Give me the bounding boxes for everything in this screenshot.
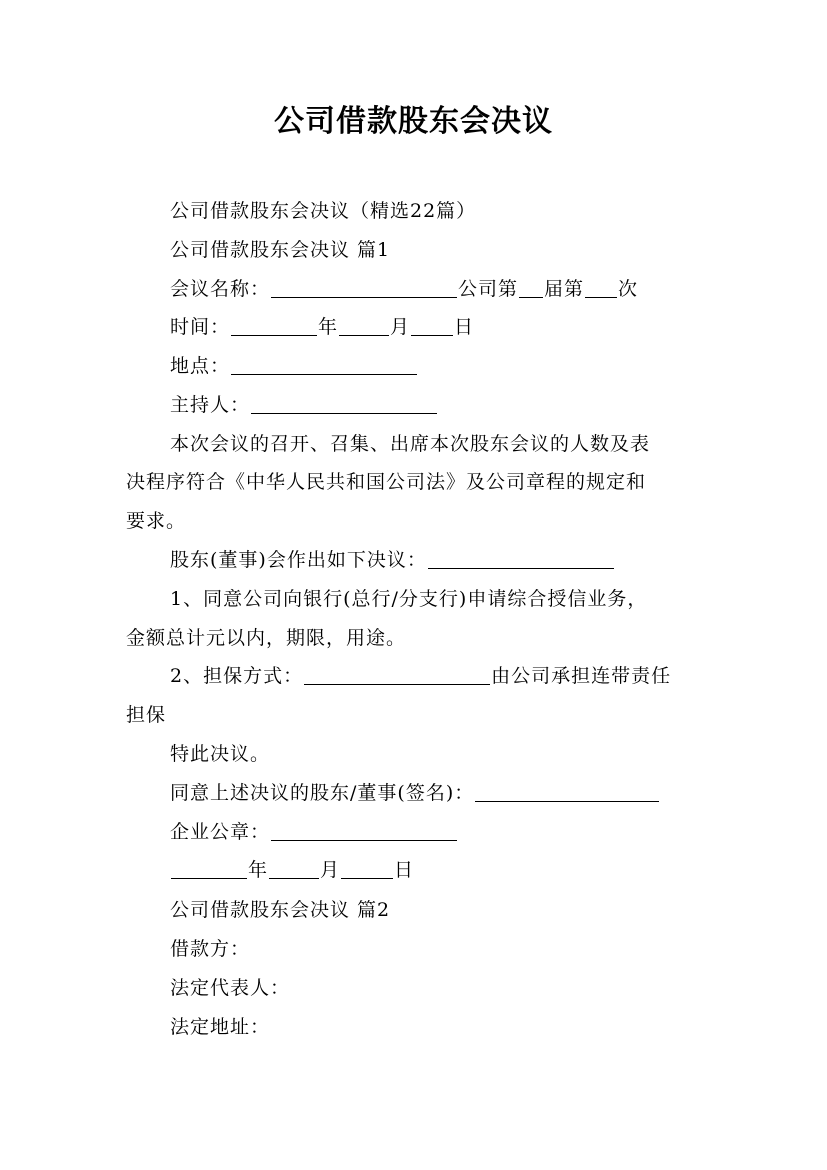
time-year-blank[interactable] [231, 315, 317, 336]
place-line [170, 352, 730, 380]
time-year: 年 [318, 316, 339, 338]
date-day-blank[interactable] [341, 858, 393, 879]
resolution-label: 股东(董事)会作出如下决议： [170, 549, 427, 571]
signature-line [170, 779, 730, 807]
item2-line: 担保 [126, 704, 167, 726]
legal-rep-label: 法定代表人： [170, 977, 291, 999]
seal-label: 企业公章： [170, 821, 271, 843]
paragraph-line: 本次会议的召开、召集、出席本次股东会议的人数及表 [170, 433, 651, 455]
item2-line [170, 662, 730, 690]
meeting-name-label: 会议名称： [170, 278, 271, 300]
date-year: 年 [248, 859, 269, 881]
paragraph-line: 要求。 [126, 510, 187, 532]
host-blank[interactable] [251, 393, 437, 414]
legal-address-label: 法定地址： [170, 1016, 271, 1038]
place-blank[interactable] [231, 354, 417, 375]
seal-line [170, 818, 730, 846]
host-label: 主持人： [170, 394, 251, 416]
resolution-line [170, 546, 730, 574]
time-month-blank[interactable] [339, 315, 389, 336]
signature-blank[interactable] [475, 781, 659, 802]
item1-line: 1、同意公司向银行(总行/分支行)申请综合授信业务， [170, 588, 648, 610]
paragraph-line: 决程序符合《中华人民共和国公司法》及公司章程的规定和 [126, 471, 647, 493]
meeting-name-line [170, 275, 730, 303]
guarantee-method-blank[interactable] [304, 664, 490, 685]
signature-label: 同意上述决议的股东/董事(签名)： [170, 782, 475, 804]
time-day-blank[interactable] [411, 315, 453, 336]
subtitle: 公司借款股东会决议（精选22篇） [170, 200, 477, 222]
meeting-name-mid: 公司第 [458, 278, 519, 300]
time-line [170, 313, 730, 341]
section2-heading: 公司借款股东会决议 篇2 [170, 899, 391, 921]
date-year-blank[interactable] [171, 858, 247, 879]
resolution-blank[interactable] [428, 548, 614, 569]
host-line [170, 391, 730, 419]
meeting-name-end: 次 [618, 278, 639, 300]
item1-line: 金额总计元以内，期限，用途。 [126, 627, 407, 649]
borrower-label: 借款方： [170, 938, 251, 960]
time-day: 日 [454, 316, 475, 338]
seal-blank[interactable] [271, 820, 457, 841]
time-month: 月 [390, 316, 411, 338]
item2-suffix: 由公司承担连带责任 [491, 665, 672, 687]
document-title: 公司借款股东会决议 [274, 104, 553, 139]
meeting-name-mid2: 届第 [544, 278, 585, 300]
date-month-blank[interactable] [269, 858, 319, 879]
conclusion: 特此决议。 [170, 743, 271, 765]
section1-heading: 公司借款股东会决议 篇1 [170, 239, 391, 261]
meeting-number-blank[interactable] [585, 277, 617, 298]
session-number-blank[interactable] [519, 277, 543, 298]
item2-prefix: 2、担保方式： [170, 665, 304, 687]
date-line [170, 856, 730, 884]
date-month: 月 [320, 859, 341, 881]
place-label: 地点： [170, 355, 231, 377]
time-label: 时间： [170, 316, 231, 338]
meeting-name-blank[interactable] [271, 277, 457, 298]
date-day: 日 [394, 859, 415, 881]
